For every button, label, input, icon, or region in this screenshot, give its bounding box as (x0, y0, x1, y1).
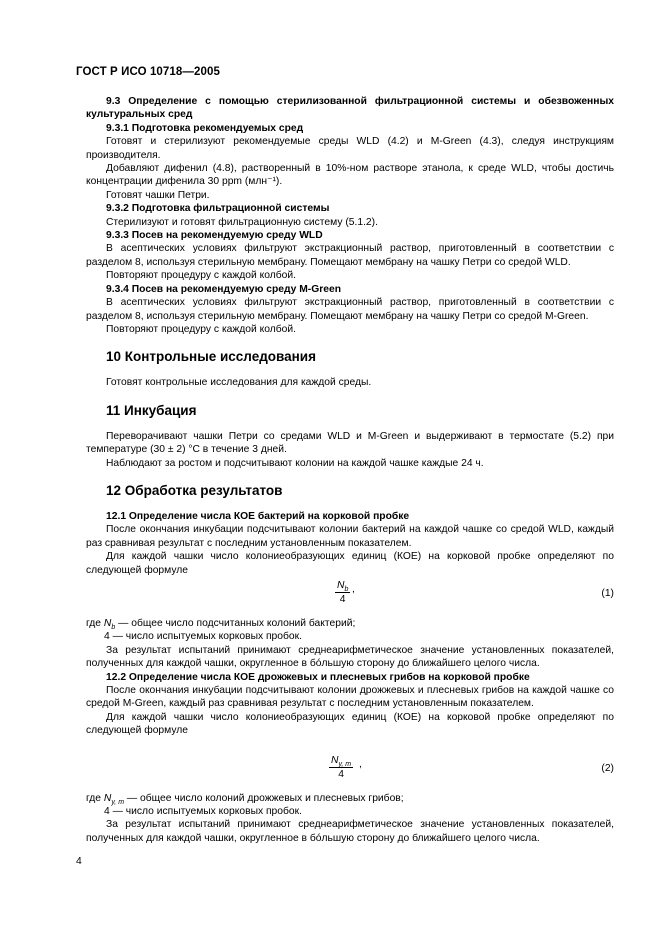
section-10-heading: 10 Контрольные исследования (106, 349, 316, 365)
section-12-1-title: 12.1 Определение числа КОЕ бактерий на корковой пробке (106, 510, 410, 522)
page-number: 4 (76, 856, 82, 867)
formula-2-legend-b: 4 — число испытуемых корковых пробок. (104, 806, 302, 818)
paragraph: В асептических условиях фильтруют экстракционный раствор, приготовленный в соответствии с разделом 8, используя стерильную мембрану. Помещают мембрану на чашку Петри со средой M-Green. (86, 297, 614, 322)
paragraph: Для каждой чашки число колониеобразующих единиц (КОЕ) на корковой пробке определяют по следующей формуле (86, 711, 614, 737)
paragraph: Стерилизуют и готовят фильтрационную систему (5.1.2). (106, 216, 378, 228)
paragraph: В асептических условиях фильтруют экстракционный раствор, приготовленный в соответствии с разделом 8, используя стерильную мембрану. Помещают мембрану на чашку Петри со средой WLD. (86, 243, 614, 268)
paragraph: Для каждой чашки число колониеобразующих единиц (КОЕ) на корковой пробке определяют по следующей формуле (86, 551, 614, 576)
paragraph: Готовят чашки Петри. (106, 189, 210, 201)
paragraph: После окончания инкубации подсчитывают колонии бактерий на каждой чашке со средой WLD, каждый раз сравнивая результат с последним установленным показателем. (86, 524, 614, 549)
section-9-3-4-title: 9.3.4 Посев на рекомендуемую среду M-Green (106, 283, 341, 295)
paragraph: Повторяют процедуру с каждой колбой. (106, 270, 296, 282)
formula-1-comma: , (352, 583, 355, 595)
paragraph: Готовят контрольные исследования для каждой среды. (106, 377, 372, 389)
formula-2-comma: , (359, 758, 362, 770)
formula-2-fraction (329, 754, 353, 782)
paragraph: После окончания инкубации подсчитывают колонии дрожжевых и плесневых грибов на каждой чашке со средой M-Green, каждый раз сравнивая результат с последним установленным показателем. (86, 685, 614, 710)
formula-2-numerator: $N_{y, m}$ (331, 754, 352, 768)
formula-1-legend-a: где $N_b$ — общее число подсчитанных колоний бактерий; (86, 617, 356, 632)
section-11-heading: 11 Инкубация (106, 402, 197, 418)
paragraph: Наблюдают за ростом и подсчитывают колонии на каждой чашке каждые 24 ч. (106, 457, 484, 469)
paragraph: За результат испытаний принимают среднеарифметическое значение установленных показателей, полученных для каждой чашки, округленное в бóльшую сторону до ближайшего целого числа. (86, 644, 614, 670)
paragraph: За результат испытаний принимают среднеарифметическое значение установленных показателей, полученных для каждой чашки, округленное в бóльшую сторону до ближайшего целого числа. (86, 819, 614, 844)
formula-1-legend-b: 4 — число испытуемых корковых пробок. (104, 631, 302, 643)
section-9-3-2-title: 9.3.2 Подготовка фильтрационной системы (106, 203, 330, 215)
formula-2 (86, 738, 614, 792)
formula-1-fraction (335, 579, 350, 607)
section-12-2-title: 12.2 Определение числа КОЕ дрожжевых и плесневых грибов на корковой пробке (106, 671, 530, 683)
paragraph: Готовят и стерилизуют рекомендуемые среды WLD (4.2) и M-Green (4.3), следуя инструкциям производителя. (86, 136, 614, 161)
section-12-heading: 12 Обработка результатов (106, 482, 283, 498)
formula-1 (86, 577, 614, 617)
formula-2-denominator: 4 (338, 769, 344, 781)
paragraph: Добавляют дифенил (4.8), растворенный в 10%-ном растворе этанола, к среде WLD, чтобы достичь концентрации дифенила 30 ppm (млн⁻¹). (86, 163, 614, 188)
paragraph: Повторяют процедуру с каждой колбой. (106, 323, 296, 335)
section-9-3-title: 9.3 Определение с помощью стерилизованной фильтрационной системы и обезвоженных культуральных сред (86, 96, 614, 121)
section-9-3-1-title: 9.3.1 Подготовка рекомендуемых сред (106, 122, 304, 134)
formula-1-numerator: $N_b$ (337, 579, 349, 594)
section-9-3-3-title: 9.3.3 Посев на рекомендуемую среду WLD (106, 230, 323, 242)
formula-2-number: (2) (601, 762, 614, 774)
paragraph: Переворачивают чашки Петри со средами WLD и M-Green и выдерживают в термостате (5.2) при температуре (30 ± 2) °С в течение 3 дней. (86, 430, 614, 456)
formula-2-legend-a: где $N_{y, m}$ — общее число колоний дрожжевых и плесневых грибов; (86, 792, 404, 806)
page-content (86, 95, 614, 845)
formula-1-number: (1) (601, 587, 614, 599)
document-header: ГОСТ Р ИСО 10718—2005 (76, 66, 221, 78)
formula-1-denominator: 4 (339, 594, 346, 606)
